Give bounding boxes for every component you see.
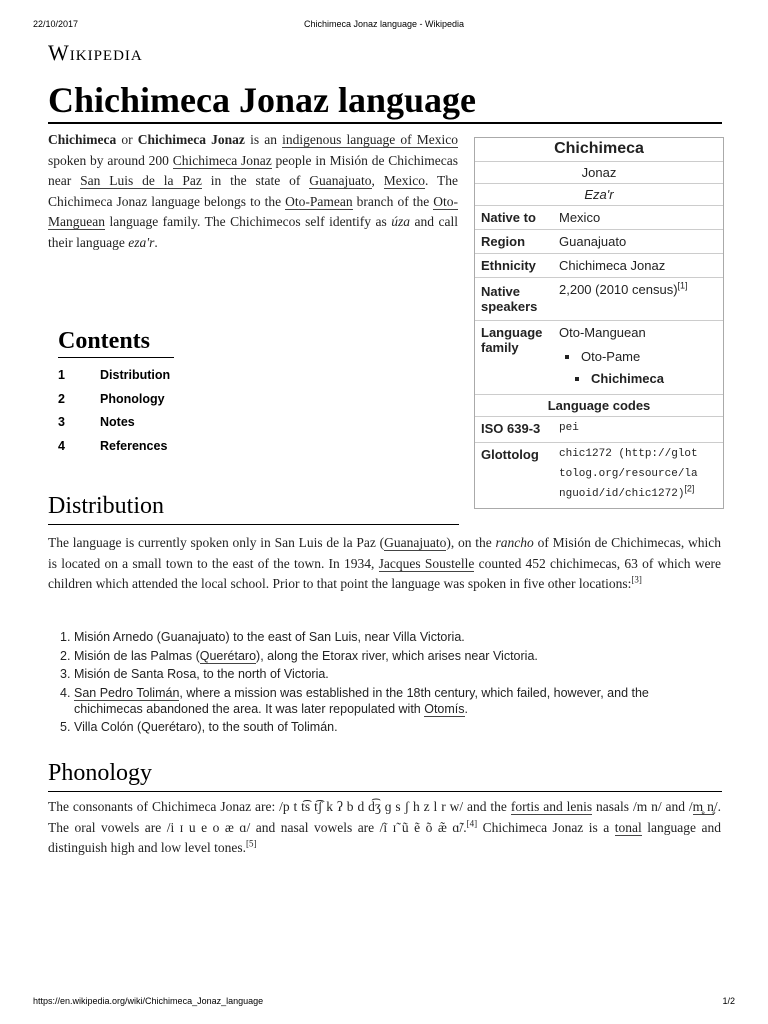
infobox-codes-heading: Language codes [547,398,651,413]
infobox-row-iso [475,416,723,442]
reference-link[interactable]: [2] [684,483,695,494]
list-item [48,648,721,664]
infobox-title: Chichimeca [554,140,644,157]
link-tonal[interactable]: tonal [614,819,642,835]
lead-paragraph [48,130,458,253]
table-of-contents [58,328,188,462]
list-text: . [464,701,468,716]
section-divider [48,524,459,525]
link-indigenous-language[interactable]: indigenous language of Mexico [282,132,458,147]
infobox-value [551,278,723,320]
infobox-label: Language family [481,325,543,355]
infobox-row-glottolog [475,442,723,508]
list-item [48,666,721,682]
print-date: 22/10/2017 [33,19,79,29]
reference-link[interactable]: [4] [466,818,478,828]
link-voiceless-nasals[interactable]: m̥ n̥ [692,799,714,814]
bullet-icon [575,377,579,381]
toc-number: 2 [58,391,65,406]
print-page-number: 1/2 [722,996,735,1006]
text-run: Chichimeca Jonaz is a [477,819,615,835]
italic-term: rancho [495,535,534,550]
link-guanajuato[interactable]: Guanajuato [309,173,372,188]
toc-label[interactable]: References [100,438,168,453]
text-run: branch of the [352,193,434,209]
infobox-value [551,321,723,394]
link-jacques-soustelle[interactable]: Jacques Soustelle [378,555,475,571]
infobox-label: Glottolog [481,447,539,462]
link-oto-pamean[interactable]: Oto-Pamean [285,193,353,209]
toc-heading: Contents [58,328,174,358]
list-number: 4. [60,685,71,700]
title-divider [48,122,722,124]
text-run: nasals /m n/ and / [592,799,693,814]
text-run: of Misión de Chichimecas, which is located on a small town to the east of the town. In 1934, [48,535,721,571]
toc-number: 1 [58,368,65,382]
toc-item-references[interactable] [58,439,188,463]
family-subbranch [559,346,719,368]
infobox-value: Mexico [559,210,601,225]
text-run: counted 452 chichimecas, 63 of which were children which attended the local school. Prior to that point the language was spoken in five other locations: [48,555,722,591]
infobox-label: Ethnicity [481,258,536,273]
family-subbranch-label: Oto-Pame [581,349,641,364]
glottolog-line[interactable]: chic1272 (http://glot [559,448,698,460]
glottolog-line [559,484,719,504]
link-mexico[interactable]: Mexico [383,173,426,188]
text-run: is an [244,132,283,147]
list-text: Villa Colón (Querétaro), to the south of Tolimán. [74,720,338,734]
print-title: Chichimeca Jonaz language - Wikipedia [303,19,465,29]
list-item [48,685,721,717]
infobox-value[interactable]: pei [559,422,579,434]
locations-list [48,629,721,738]
list-item [48,719,721,735]
infobox-label: Native to [481,210,536,225]
list-number: 3. [60,667,71,681]
text-run: people in Misión de Chichimecas near [48,152,459,188]
section-heading-phonology: Phonology [48,760,153,786]
italic-term: eza'r [128,234,155,250]
print-footer [33,996,735,1008]
text-run: , [371,173,384,188]
link-fortis-and-lenis[interactable]: fortis and lenis [510,799,593,814]
link-oto-manguean[interactable]: Oto-Manguean [48,193,459,229]
speakers-value: 2,200 (2010 census) [559,282,678,297]
text-run: language and distinguish high and low level tones. [48,819,722,855]
list-text: Misión de las Palmas ( [74,648,200,663]
link-san-luis-de-la-paz[interactable]: San Luis de la Paz [80,173,202,188]
toc-label[interactable]: Distribution [100,368,171,382]
infobox-label: ISO 639-3 [481,421,541,436]
family-tree [559,346,719,390]
list-number: 2. [60,648,71,663]
infobox-label: Region [481,234,526,249]
family-leaf [559,368,719,390]
infobox-row-ethnicity [475,253,723,277]
link-san-pedro-toliman[interactable]: San Pedro Tolimán [74,685,180,700]
section-heading-distribution: Distribution [48,493,165,519]
phonology-paragraph [48,797,721,859]
infobox-label: Native speakers [481,284,538,314]
toc-item-distribution[interactable] [58,368,188,392]
text-run: . [154,234,158,250]
list-number: 1. [60,630,71,644]
toc-item-phonology[interactable] [58,392,188,416]
infobox-row-native-to [475,205,723,229]
infobox-subtitle: Jonaz [581,165,617,180]
reference-link[interactable]: [3] [631,574,642,585]
text-run: and call their language [48,214,458,250]
text-run: spoken by around 200 [48,152,173,168]
list-text: Misión Arnedo (Guanajuato) to the east of San Luis, near Villa Victoria. [74,630,465,644]
print-header [33,19,735,31]
text-run: in the state of [201,173,310,188]
glottolog-line[interactable]: tolog.org/resource/la [559,468,698,480]
link-queretaro[interactable]: Querétaro [199,648,257,663]
infobox-value [551,443,723,508]
reference-link[interactable]: [5] [246,838,257,849]
print-url: https://en.wikipedia.org/wiki/Chichimeca_Jonaz_language [33,996,264,1006]
infobox-value: Chichimeca Jonaz [559,258,666,273]
text-run: ), on the [446,535,496,550]
bold-term: Chichimeca Jonaz [137,132,245,147]
distribution-paragraph [48,533,721,595]
list-text: , where a mission was established in the 18th century, which failed, however, and the chichimecas abandoned the area. It was later repopulated with [74,685,649,716]
page-title: Chichimeca Jonaz language [48,80,476,120]
link-otomis[interactable]: Otomís [424,701,465,716]
section-divider [48,791,722,792]
wikipedia-wordmark[interactable]: Wikipedia [48,40,143,65]
family-leaf-label: Chichimeca [591,371,664,386]
glottolog-line-text[interactable]: nguoid/id/chic1272) [559,488,685,500]
infobox-native-name: Eza'r [584,187,614,202]
infobox-row-speakers [475,277,723,320]
bold-term: Chichimeca [48,132,117,147]
bullet-icon [565,355,569,359]
toc-number: 4 [58,438,65,453]
text-run: or [116,132,138,147]
infobox-value: Guanajuato [559,234,627,249]
toc-label[interactable]: Phonology [100,391,165,406]
link-guanajuato[interactable]: Guanajuato [384,535,447,550]
infobox-row-family [475,320,723,394]
family-value: Oto-Manguean [559,325,646,340]
reference-link[interactable]: [1] [677,280,688,291]
infobox-row-region [475,229,723,253]
list-item [48,629,721,645]
text-run: /. The oral vowels are /i ɪ u e o æ ɑ/ and nasal vowels are /ĩ ɪ̃ ũ ẽ õ æ̃ ɑ̃/. [48,799,721,835]
toc-number: 3 [58,415,65,429]
list-text: ), along the Etorax river, which arises near Victoria. [256,648,538,663]
infobox [474,137,724,509]
text-run: The consonants of Chichimeca Jonaz are: /p t t͡s t͡ʃ k ʔ b d d͡ʒ ɡ s ʃ h z l r w/ and the [48,799,511,814]
toc-item-notes[interactable] [58,415,188,439]
text-run: . The Chichimeca Jonaz language belongs to the [48,173,459,209]
toc-label[interactable]: Notes [100,415,135,429]
text-run: The language is currently spoken only in San Luis de la Paz ( [48,535,385,550]
italic-term: úza [391,214,411,229]
link-chichimeca-jonaz[interactable]: Chichimeca Jonaz [172,152,272,168]
text-run: language family. The Chichimecos self identify as [104,214,392,229]
list-number: 5. [60,720,71,734]
list-text: Misión de Santa Rosa, to the north of Victoria. [74,667,329,681]
